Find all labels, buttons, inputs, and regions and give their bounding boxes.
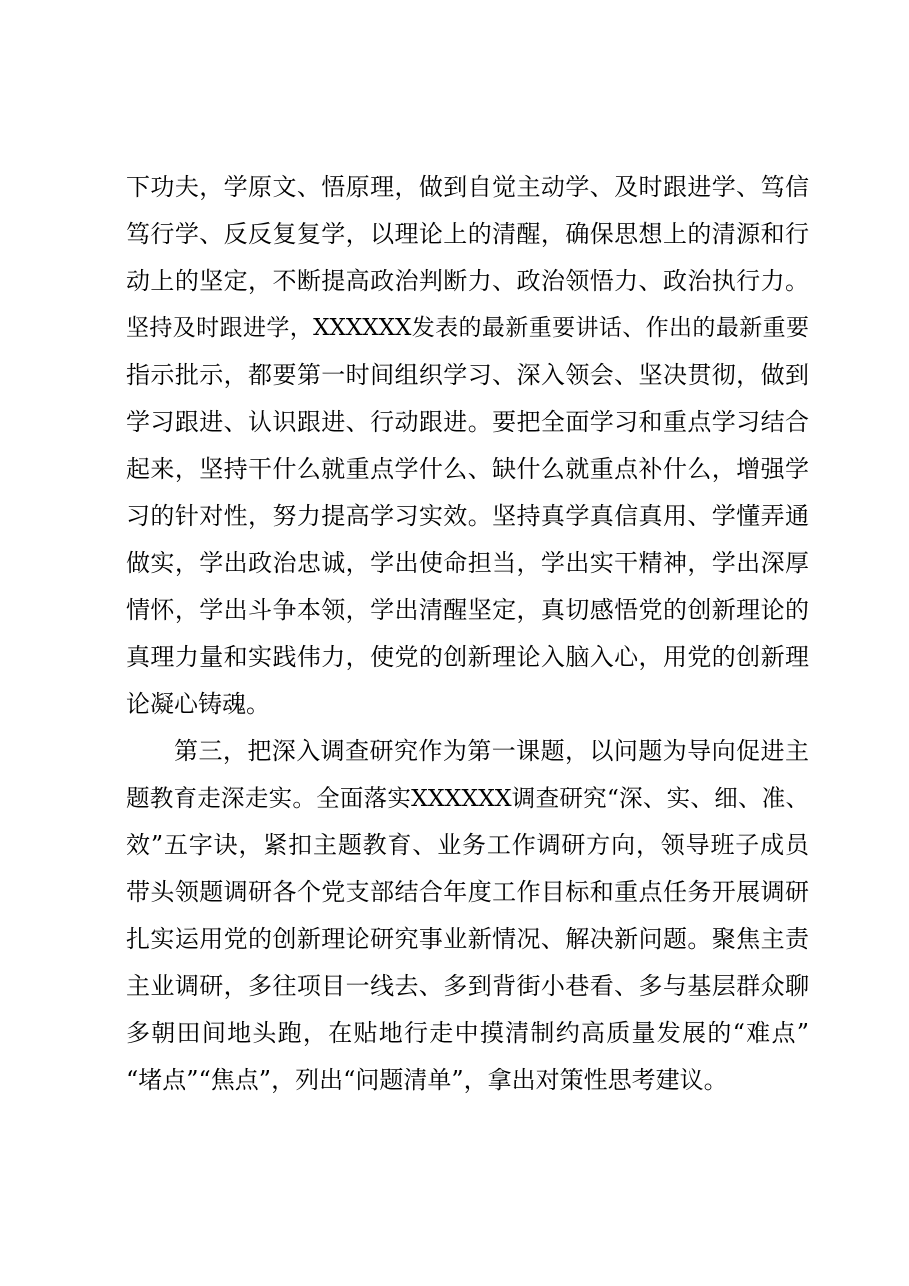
paragraph-line: “堵点”“焦点”，列出“问题清单”，拿出对策性思考建议。 <box>126 1066 728 1094</box>
paragraph-line: 起来，坚持干什么就重点学什么、缺什么就重点补什么，增强学 <box>126 455 809 483</box>
paragraph-line: 下功夫，学原文、悟原理，做到自觉主动学、及时跟进学、笃信 <box>126 173 809 201</box>
paragraph-line: 笃行学、反反复复学，以理论上的清醒，确保思想上的清源和行 <box>126 220 809 248</box>
paragraph-line: 第三，把深入调查研究作为第一课题，以问题为导向促进主 <box>174 737 809 765</box>
paragraph-line: 动上的坚定，不断提高政治判断力、政治领悟力、政治执行力。 <box>126 267 809 295</box>
paragraph-line: 论凝心铸魂。 <box>126 690 270 718</box>
paragraph-line: 习的针对性，努力提高学习实效。坚持真学真信真用、学懂弄通 <box>126 502 809 530</box>
paragraph-line: 做实，学出政治忠诚，学出使命担当，学出实干精神，学出深厚 <box>126 549 809 577</box>
paragraph-line: 情怀，学出斗争本领，学出清醒坚定，真切感悟党的创新理论的 <box>126 596 809 624</box>
paragraph-line: 题教育走深走实。全面落实XXXXXX调查研究“深、实、细、准、 <box>126 784 809 812</box>
paragraph-line: 真理力量和实践伟力，使党的创新理论入脑入心，用党的创新理 <box>126 643 809 671</box>
paragraph-line: 主业调研，多往项目一线去、多到背街小巷看、多与基层群众聊 <box>126 972 809 1000</box>
paragraph-line: 带头领题调研各个党支部结合年度工作目标和重点任务开展调研 <box>126 878 809 906</box>
paragraph-line: 扎实运用党的创新理论研究事业新情况、解决新问题。聚焦主责 <box>126 925 809 953</box>
document-body <box>126 164 809 1104</box>
paragraph-line: 效”五字诀，紧扣主题教育、业务工作调研方向，领导班子成员 <box>126 831 809 859</box>
paragraph-line: 学习跟进、认识跟进、行动跟进。要把全面学习和重点学习结合 <box>126 408 809 436</box>
paragraph-line: 多朝田间地头跑，在贴地行走中摸清制约高质量发展的“难点” <box>126 1019 809 1047</box>
paragraph-line: 指示批示，都要第一时间组织学习、深入领会、坚决贯彻，做到 <box>126 361 809 389</box>
paragraph-line: 坚持及时跟进学，XXXXXX发表的最新重要讲话、作出的最新重要 <box>126 315 809 341</box>
